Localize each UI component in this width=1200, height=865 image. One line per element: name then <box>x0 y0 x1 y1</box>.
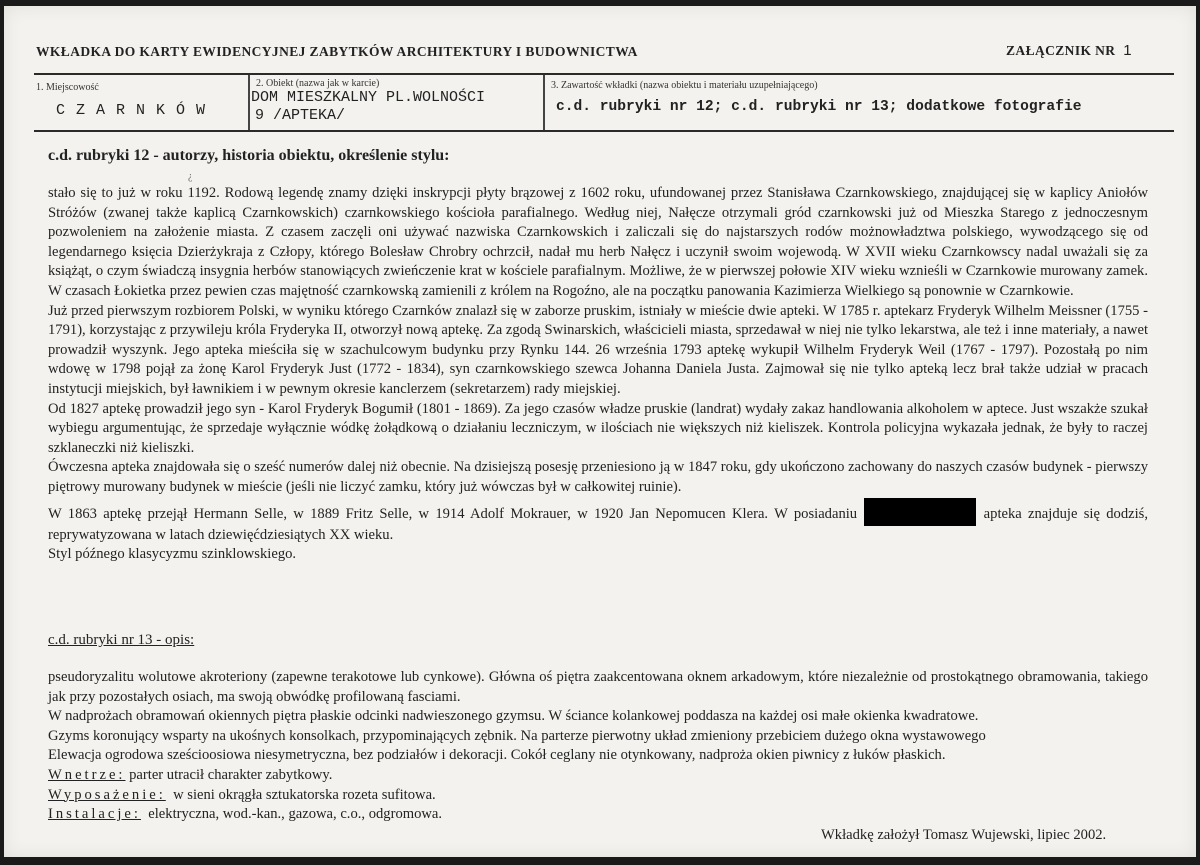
owners-text-after: apteka znajduje się dodziś, reprywatyzowana w latach dziewięćdziesiątych XX wieku. <box>48 505 1148 543</box>
interior-label: Wnetrze: <box>48 766 126 783</box>
section13-paragraph: W nadprożach obramowań okiennych piętra płaskie odcinki nadwieszonego gzymsu. W ściance kolankowej poddasza na każdej osi małe okienka kwadratowe. <box>48 708 979 725</box>
section12-paragraph: stało się to już w roku 1192. Rodową legendę znamy dzięki inskrypcji płyty brązowej z 1602 roku, ufundowanej przez Stanisława Czarnkowskiego, znajdującej się w kaplicy Aniołów Stróżów (zwanej także kaplicą Czarnkowskich) czarnkowskiego kościoła parafialnego. Według niej, Nałęcze otrzymali gród czarnkowski już od Mieszka Starego z jednoczesnym pozwoleniem na założenie miasta. Z czasem zaczęli oni używać nazwiska Czarnkowskich i zaliczali się do najstarszych rodów możnowładztwa polskiego, wywodzącego się od legendarnego księcia Dzierżykraja z Człopy, którego Bolesław Chrobry ochrzcił, nadał mu herb Nałęcz i uczynił swoim wojewodą. W XVII wieku Czarnkowscy nadal uważali się za książąt, o czym świadczą insygnia herbów stanowiących zwieńczenie krat w kościele parafialnym. Możliwe, że w pierwszej połowie XIV wieku wznieśli w Czarnkowie murowany zamek. W czasach Łokietka przez pewien czas majętność czarnkowską zamienili z królem na Rogoźno, ale na początku panowania Kazimierza Wielkiego są ponownie w Czarnkowie. <box>48 185 1148 299</box>
owners-text-before: W 1863 aptekę przejął Hermann Selle, w 1889 Fritz Selle, w 1914 Adolf Mokrauer, w 1920 Jan Nepomucen Klera. W posiadaniu <box>48 505 858 522</box>
field-divider <box>543 75 545 130</box>
installations-line <box>48 805 1148 825</box>
section12-paragraph: Od 1827 aptekę prowadził jego syn - Karol Fryderyk Bogumił (1801 - 1869). Za jego czasów władze pruskie (landrat) wydały zakaz handlowania alkoholem w aptece. Just wszakże szukał wybiegu argumentując, że sprzedaje wyłącznie wódkę żołądkową o działaniu leczniczym, w ilościach nie większych niż kieliszek. Kontrola policyjna wykazała jednak, że były to raczej szklaneczki niż kieliszki. <box>48 400 1148 456</box>
interior-line <box>48 766 1148 786</box>
document-sheet <box>4 6 1196 857</box>
object-value-line1: DOM MIESZKALNY PL.WOLNOŚCI <box>251 89 486 106</box>
owners-paragraph <box>48 498 1148 546</box>
header-rule-top <box>34 73 1174 75</box>
section13-paragraph: Gzyms koronujący wsparty na ukośnych konsolkach, przypominających zębnik. Na parterze pierwotny układ zmieniony przebiciem dużego okna wystawowego <box>48 727 986 744</box>
signature: Wkładkę założył Tomasz Wujewski, lipiec 2002. <box>821 827 1107 843</box>
section13-heading: c.d. rubryki nr 13 - opis: <box>48 632 195 648</box>
section13-body <box>48 668 1148 825</box>
object-value-line2: 9 /APTEKA/ <box>255 107 346 124</box>
field-divider <box>248 75 250 130</box>
contents-value: c.d. rubryki nr 12; c.d. rubryki nr 13; dodatkowe fotografie <box>556 99 1082 115</box>
interior-text: parter utracił charakter zabytkowy. <box>125 766 333 783</box>
object-label: 2. Obiekt (nazwa jak w karcie) <box>256 78 380 89</box>
attachment-label <box>1006 42 1132 59</box>
attachment-label-text: ZAŁĄCZNIK NR <box>1006 43 1116 58</box>
section12-paragraph: Już przed pierwszym rozbiorem Polski, w wyniku którego Czarnków znalazł się w zaborze pruskim, istniały w mieście dwie apteki. W 1785 r. aptekarz Fryderyk Wilhelm Meissner (1755 - 1791), korzystając z przywileju króla Fryderyka II, otworzył nową aptekę. Za zgodą Swinarskich, właścicieli miasta, sprzedawał w niej nie tylko lekarstwa, ale też i inne materiały, a nawet prowadził wyszynk. Jego apteka mieściła się w szachulcowym budynku przy Rynku 144. 26 września 1793 aptekę wykupił Wilhelm Fryderyk Weil (1767 - 1797). Pozostałą po nim wdowę w 1798 pojął za żonę Karol Fryderyk Just (1772 - 1834), syn czarnkowskiego szewca Johanna Daniela Justa. Zajmował się nie tylko apteką lecz brał także udział w pracach instytucji miejskich, był ławnikiem i w pewnym okresie kanclerzem (sekretarzem) rady miejskiej. <box>48 302 1148 397</box>
installations-label: Instalacje: <box>48 806 141 823</box>
section13-paragraph: Elewacja ogrodowa sześcioosiowa niesymetryczna, bez podziałów i dekoracji. Cokół ceglany nie otynkowany, nadproża okien piwnicy z łuków płaskich. <box>48 747 946 764</box>
header-rule-bottom <box>34 130 1174 132</box>
furnishing-line <box>48 786 1148 806</box>
furnishing-text: w sieni okrągła sztukatorska rozeta sufitowa. <box>165 786 436 803</box>
document-title: WKŁADKA DO KARTY EWIDENCYJNEJ ZABYTKÓW ARCHITEKTURY I BUDOWNICTWA <box>36 44 638 59</box>
locality-value: C Z A R N K Ó W <box>56 102 207 119</box>
style-line: Styl późnego klasycyzmu szinklowskiego. <box>48 546 297 563</box>
section12-heading: c.d. rubryki 12 - autorzy, historia obiektu, określenie stylu: <box>48 147 450 164</box>
contents-label: 3. Zawartość wkładki (nazwa obiektu i materiału uzupełniającego) <box>551 80 818 91</box>
redacted-block <box>864 498 976 526</box>
attachment-number: 1 <box>1123 42 1132 59</box>
locality-label: 1. Miejscowość <box>36 82 99 93</box>
section12-body <box>48 184 1148 565</box>
section13-paragraph: pseudoryzalitu wolutowe akroteriony (zapewne terakotowe lub cynkowe). Główna oś piętra zaakcentowana oknem arkadowym, które niezależnie od prostokątnego obramowania, takiego jak przy pozostałych osiach, ma swoją obwódkę profilowaną fasciami. <box>48 669 1148 705</box>
scan-mark: ¿ <box>188 171 193 182</box>
furnishing-label: Wyposażenie: <box>48 786 166 803</box>
installations-text: elektryczna, wod.-kan., gazowa, c.o., odgromowa. <box>140 806 443 823</box>
section12-paragraph: Ówczesna apteka znajdowała się o sześć numerów dalej niż obecnie. Na dzisiejszą posesję przeniesiono ją w 1847 roku, gdy ukończono zachowany do naszych czasów budynek - pierwszy piętrowy murowany budynek w mieście (jeśli nie liczyć zamku, który już wówczas był w całkowitej ruinie). <box>48 459 1148 495</box>
